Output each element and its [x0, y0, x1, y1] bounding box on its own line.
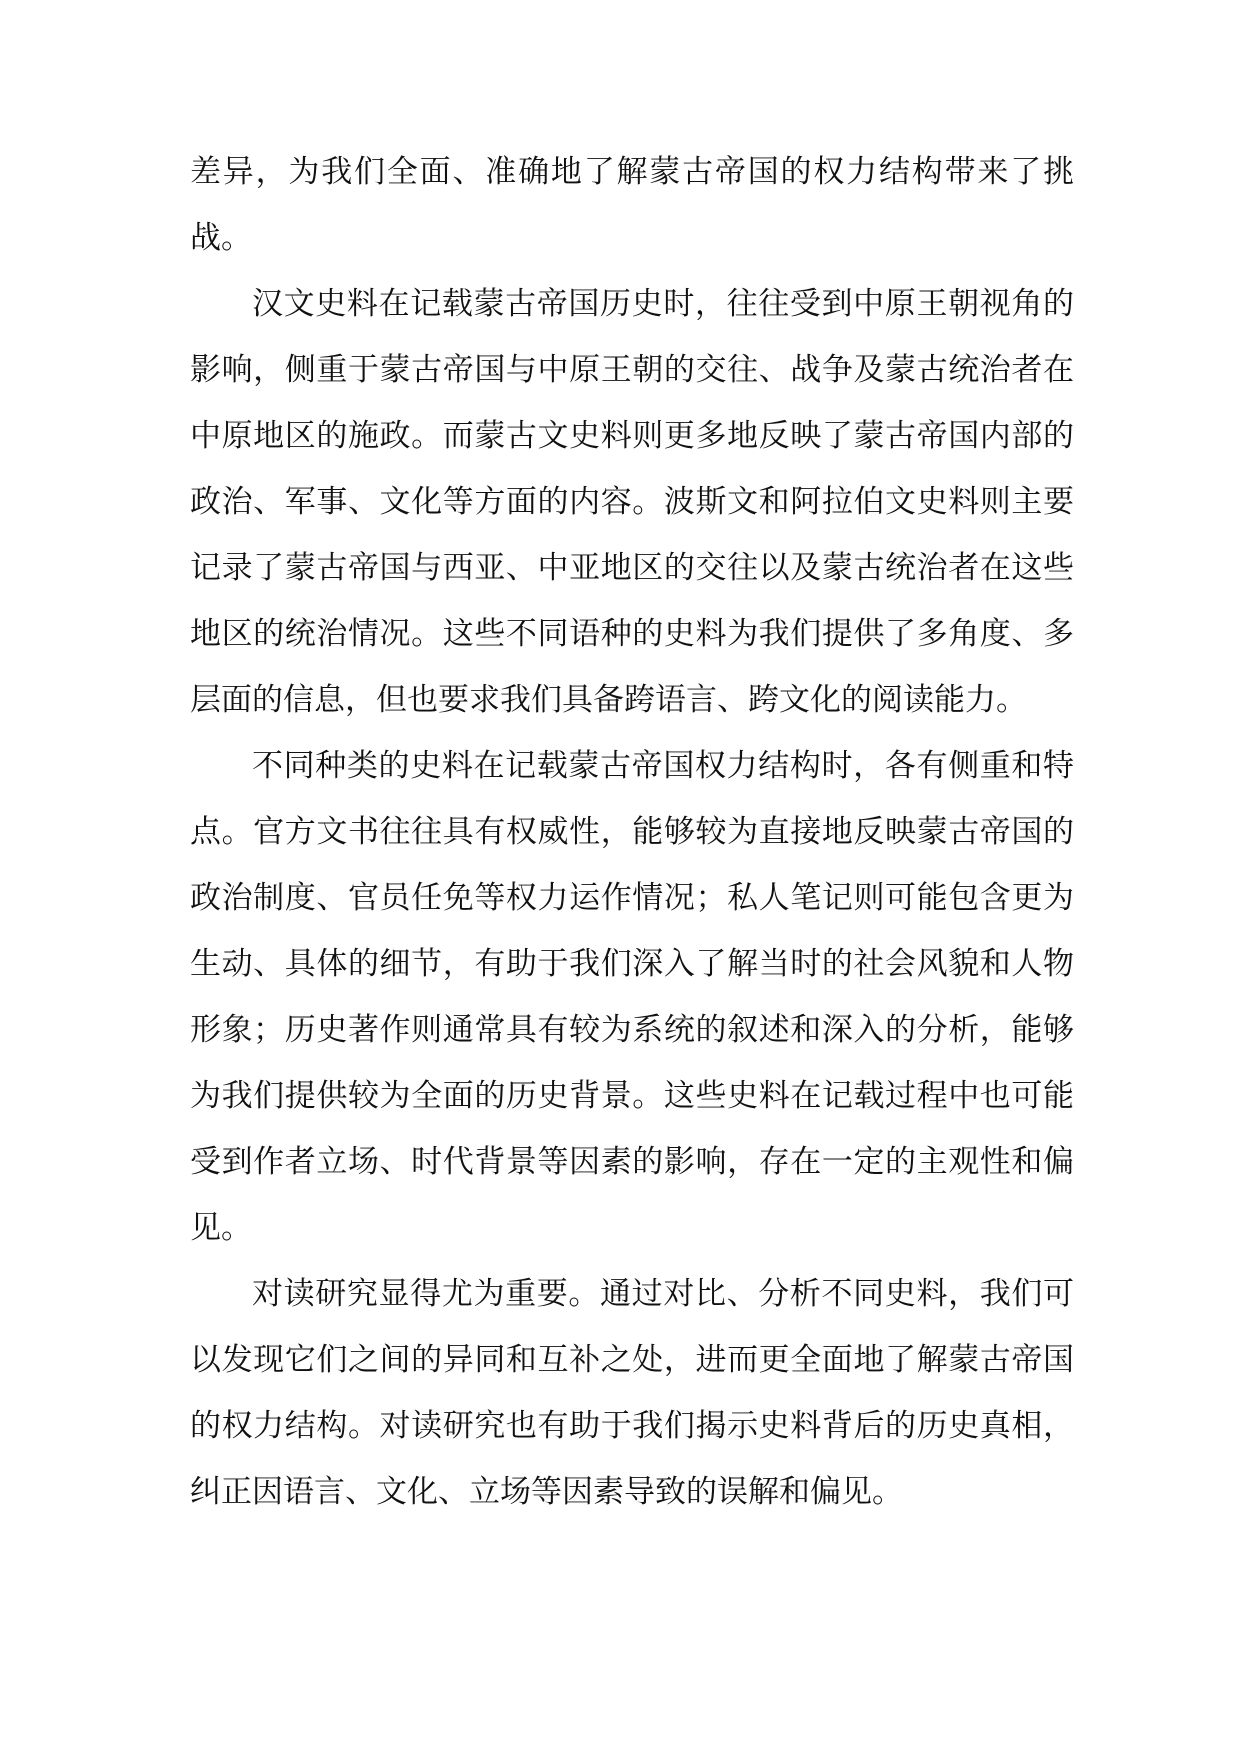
document-body	[190, 139, 1074, 1525]
paragraph-language-sources: 汉文史料在记载蒙古帝国历史时，往往受到中原王朝视角的影响，侧重于蒙古帝国与中原王朝的交往、战争及蒙古统治者在中原地区的施政。而蒙古文史料则更多地反映了蒙古帝国内部的政治、军事、文化等方面的内容。波斯文和阿拉伯文史料则主要记录了蒙古帝国与西亚、中亚地区的交往以及蒙古统治者在这些地区的统治情况。这些不同语种的史料为我们提供了多角度、多层面的信息，但也要求我们具备跨语言、跨文化的阅读能力。	[190, 286, 1074, 718]
paragraph-continuation: 差异，为我们全面、准确地了解蒙古帝国的权力结构带来了挑战。	[190, 154, 1074, 256]
paragraph-source-types: 不同种类的史料在记载蒙古帝国权力结构时，各有侧重和特点。官方文书往往具有权威性，能够较为直接地反映蒙古帝国的政治制度、官员任免等权力运作情况；私人笔记则可能包含更为生动、具体的细节，有助于我们深入了解当时的社会风貌和人物形象；历史著作则通常具有较为系统的叙述和深入的分析，能够为我们提供较为全面的历史背景。这些史料在记载过程中也可能受到作者立场、时代背景等因素的影响，存在一定的主观性和偏见。	[190, 748, 1074, 1246]
paragraph-comparative-reading: 对读研究显得尤为重要。通过对比、分析不同史料，我们可以发现它们之间的异同和互补之处，进而更全面地了解蒙古帝国的权力结构。对读研究也有助于我们揭示史料背后的历史真相，纠正因语言、文化、立场等因素导致的误解和偏见。	[190, 1276, 1074, 1510]
